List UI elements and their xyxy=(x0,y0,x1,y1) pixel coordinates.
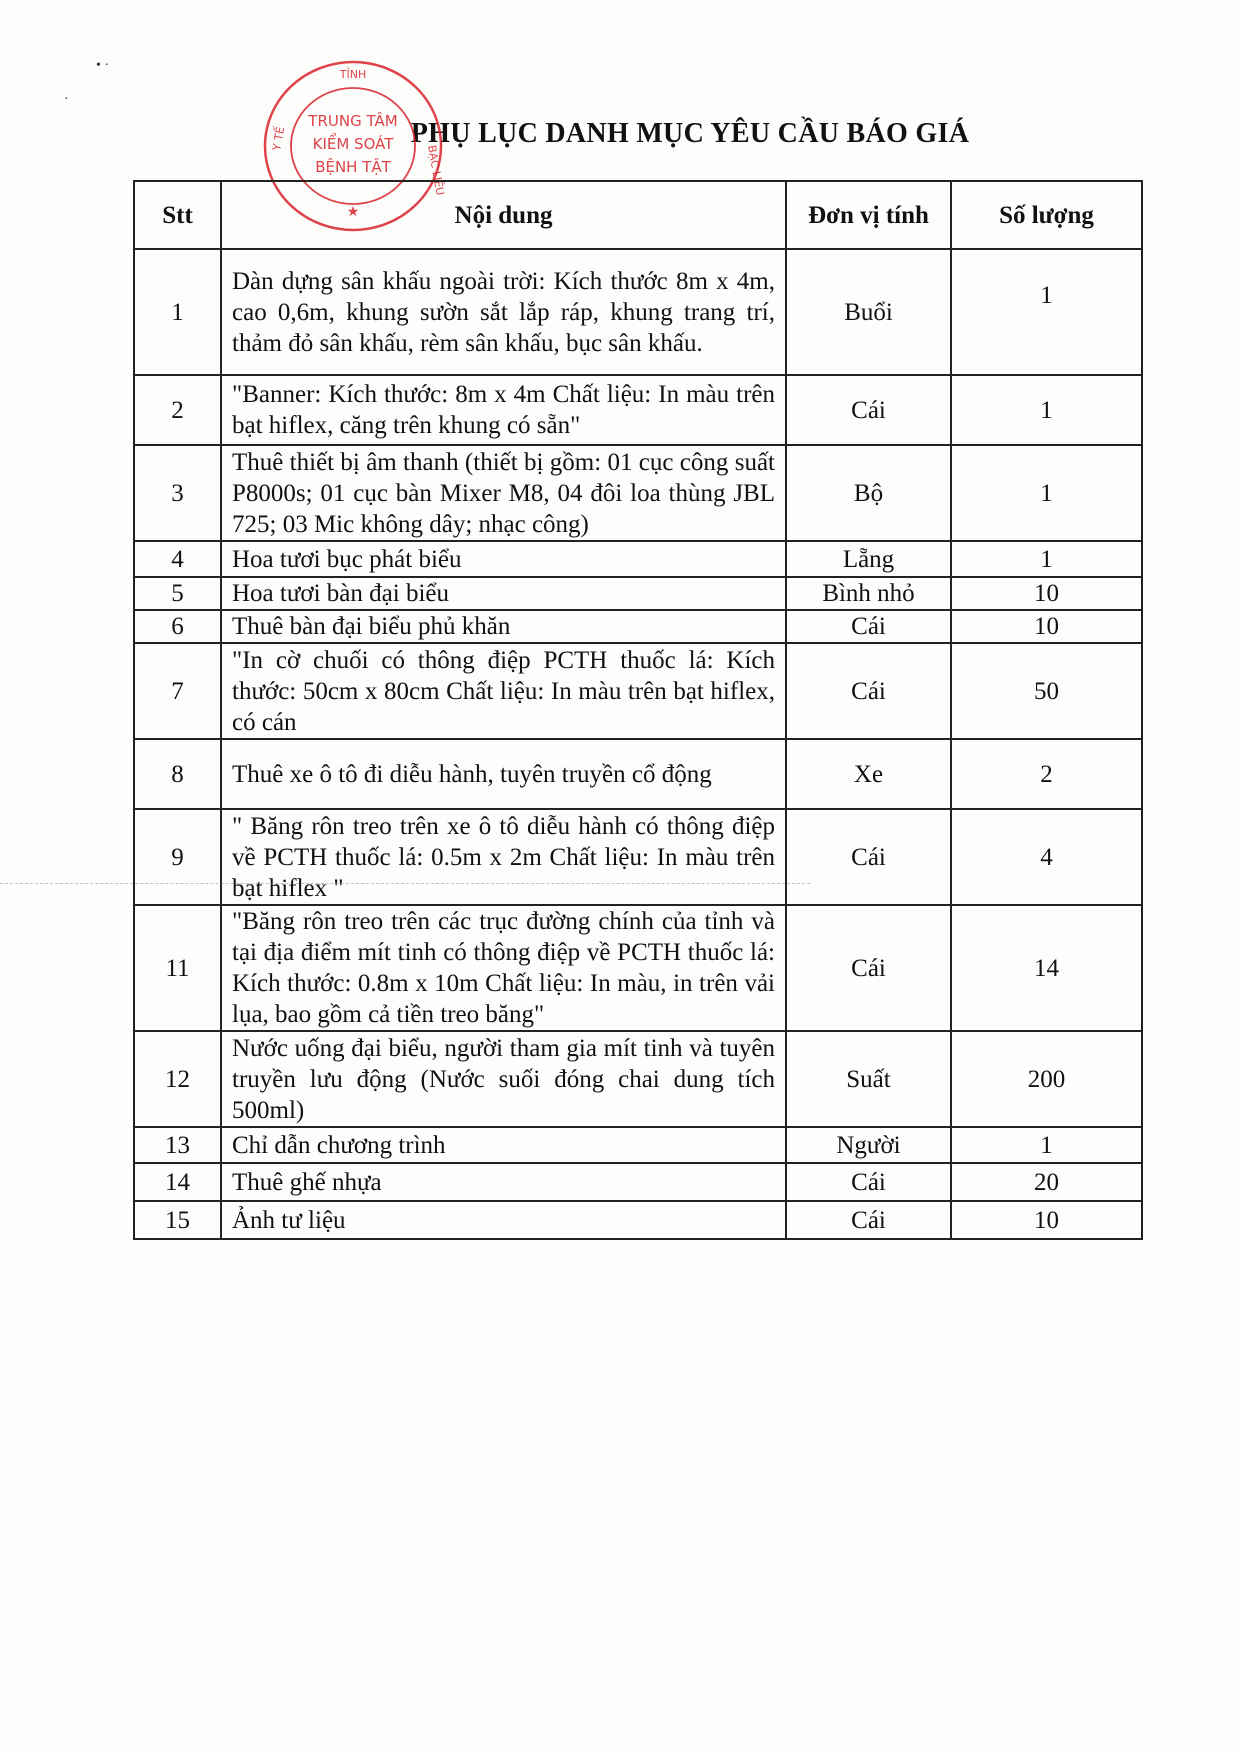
cell-content: Nước uống đại biểu, người tham gia mít tinh và tuyên truyền lưu động (Nước suối đóng chai dung tích 500ml) xyxy=(221,1031,786,1127)
document-title xyxy=(0,118,1240,150)
cell-content: "Banner: Kích thước: 8m x 4m Chất liệu: In màu trên bạt hiflex, căng trên khung có sẵn" xyxy=(221,375,786,445)
cell-unit: Suất xyxy=(786,1031,951,1127)
cell-qty: 1 xyxy=(951,375,1142,445)
cell-unit: Cái xyxy=(786,1201,951,1239)
scan-speck: • · xyxy=(96,58,110,73)
cell-stt: 7 xyxy=(134,643,221,739)
cell-qty: 1 xyxy=(951,445,1142,541)
cell-qty: 4 xyxy=(951,809,1142,905)
table-header-row xyxy=(134,181,1142,249)
cell-content: Hoa tươi bục phát biểu xyxy=(221,541,786,577)
cell-unit: Bình nhỏ xyxy=(786,577,951,610)
cell-qty: 10 xyxy=(951,610,1142,643)
header-unit: Đơn vị tính xyxy=(786,181,951,249)
svg-text:TỈNH: TỈNH xyxy=(339,68,367,81)
cell-qty: 20 xyxy=(951,1163,1142,1201)
table-row xyxy=(134,610,1142,643)
cell-unit: Xe xyxy=(786,739,951,809)
table-row xyxy=(134,1031,1142,1127)
table-row xyxy=(134,1127,1142,1163)
cell-qty: 1 xyxy=(951,541,1142,577)
cell-unit: Bộ xyxy=(786,445,951,541)
cell-qty: 1 xyxy=(951,249,1142,375)
cell-unit: Buổi xyxy=(786,249,951,375)
svg-text:BỆNH TẬT: BỆNH TẬT xyxy=(315,158,391,176)
document-title-text: PHỤ LỤC DANH MỤC YÊU CẦU BÁO GIÁ xyxy=(410,118,970,149)
cell-qty: 2 xyxy=(951,739,1142,809)
cell-unit: Cái xyxy=(786,643,951,739)
svg-text:TRUNG TÂM: TRUNG TÂM xyxy=(308,112,398,130)
svg-text:KIỂM SOÁT: KIỂM SOÁT xyxy=(312,135,394,153)
table-row xyxy=(134,905,1142,1031)
cell-qty: 10 xyxy=(951,577,1142,610)
scan-speck: · xyxy=(64,92,69,107)
cell-unit: Cái xyxy=(786,1163,951,1201)
cell-stt: 1 xyxy=(134,249,221,375)
table-row xyxy=(134,375,1142,445)
cell-stt: 4 xyxy=(134,541,221,577)
cell-content: Chỉ dẫn chương trình xyxy=(221,1127,786,1163)
cell-content: Thuê thiết bị âm thanh (thiết bị gồm: 01 cục công suất P8000s; 01 cục bàn Mixer M8, 04 đôi loa thùng JBL 725; 03 Mic không dây; nhạc công) xyxy=(221,445,786,541)
cell-content: "In cờ chuối có thông điệp PCTH thuốc lá: Kích thước: 50cm x 80cm Chất liệu: In màu trên bạt hiflex, có cán xyxy=(221,643,786,739)
cell-unit: Lẵng xyxy=(786,541,951,577)
table-row xyxy=(134,809,1142,905)
cell-qty: 50 xyxy=(951,643,1142,739)
header-content: Nội dung xyxy=(221,181,786,249)
header-qty: Số lượng xyxy=(951,181,1142,249)
cell-stt: 9 xyxy=(134,809,221,905)
cell-content: " Băng rôn treo trên xe ô tô diễu hành có thông điệp về PCTH thuốc lá: 0.5m x 2m Chất liệu: In màu trên bạt hiflex " xyxy=(221,809,786,905)
cell-content: Hoa tươi bàn đại biểu xyxy=(221,577,786,610)
svg-text:★: ★ xyxy=(346,204,360,220)
cell-unit: Cái xyxy=(786,375,951,445)
quotation-items-table xyxy=(133,180,1143,1240)
svg-text:Y TẾ: Y TẾ xyxy=(270,125,288,152)
cell-stt: 12 xyxy=(134,1031,221,1127)
table-row xyxy=(134,445,1142,541)
svg-text:BẠC LIÊU: BẠC LIÊU xyxy=(425,144,447,197)
cell-qty: 200 xyxy=(951,1031,1142,1127)
cell-stt: 8 xyxy=(134,739,221,809)
cell-stt: 14 xyxy=(134,1163,221,1201)
cell-content: Thuê bàn đại biểu phủ khăn xyxy=(221,610,786,643)
scan-artifact-line xyxy=(0,883,810,884)
cell-qty: 1 xyxy=(951,1127,1142,1163)
header-stt: Stt xyxy=(134,181,221,249)
table-row xyxy=(134,541,1142,577)
cell-stt: 6 xyxy=(134,610,221,643)
cell-qty: 14 xyxy=(951,905,1142,1031)
cell-unit: Người xyxy=(786,1127,951,1163)
cell-stt: 13 xyxy=(134,1127,221,1163)
cell-content: "Băng rôn treo trên các trục đường chính của tỉnh và tại địa điểm mít tinh có thông điệp về PCTH thuốc lá: Kích thước: 0.8m x 10m Chất liệu: In màu, in trên vải lụa, bao gồm cả tiền treo băng" xyxy=(221,905,786,1031)
cell-unit: Cái xyxy=(786,610,951,643)
cell-content: Thuê xe ô tô đi diễu hành, tuyên truyền cổ động xyxy=(221,739,786,809)
cell-content: Dàn dựng sân khấu ngoài trời: Kích thước 8m x 4m, cao 0,6m, khung sườn sắt lắp ráp, khung trang trí, thảm đỏ sân khấu, rèm sân khấu, bục sân khấu. xyxy=(221,249,786,375)
cell-stt: 2 xyxy=(134,375,221,445)
cell-qty: 10 xyxy=(951,1201,1142,1239)
table-row xyxy=(134,249,1142,375)
cell-stt: 5 xyxy=(134,577,221,610)
table-row xyxy=(134,1201,1142,1239)
cell-unit: Cái xyxy=(786,809,951,905)
table-row xyxy=(134,739,1142,809)
table-row xyxy=(134,577,1142,610)
cell-stt: 3 xyxy=(134,445,221,541)
cell-stt: 15 xyxy=(134,1201,221,1239)
table-row xyxy=(134,1163,1142,1201)
cell-stt: 11 xyxy=(134,905,221,1031)
cell-content: Ảnh tư liệu xyxy=(221,1201,786,1239)
table-row xyxy=(134,643,1142,739)
cell-unit: Cái xyxy=(786,905,951,1031)
cell-content: Thuê ghế nhựa xyxy=(221,1163,786,1201)
